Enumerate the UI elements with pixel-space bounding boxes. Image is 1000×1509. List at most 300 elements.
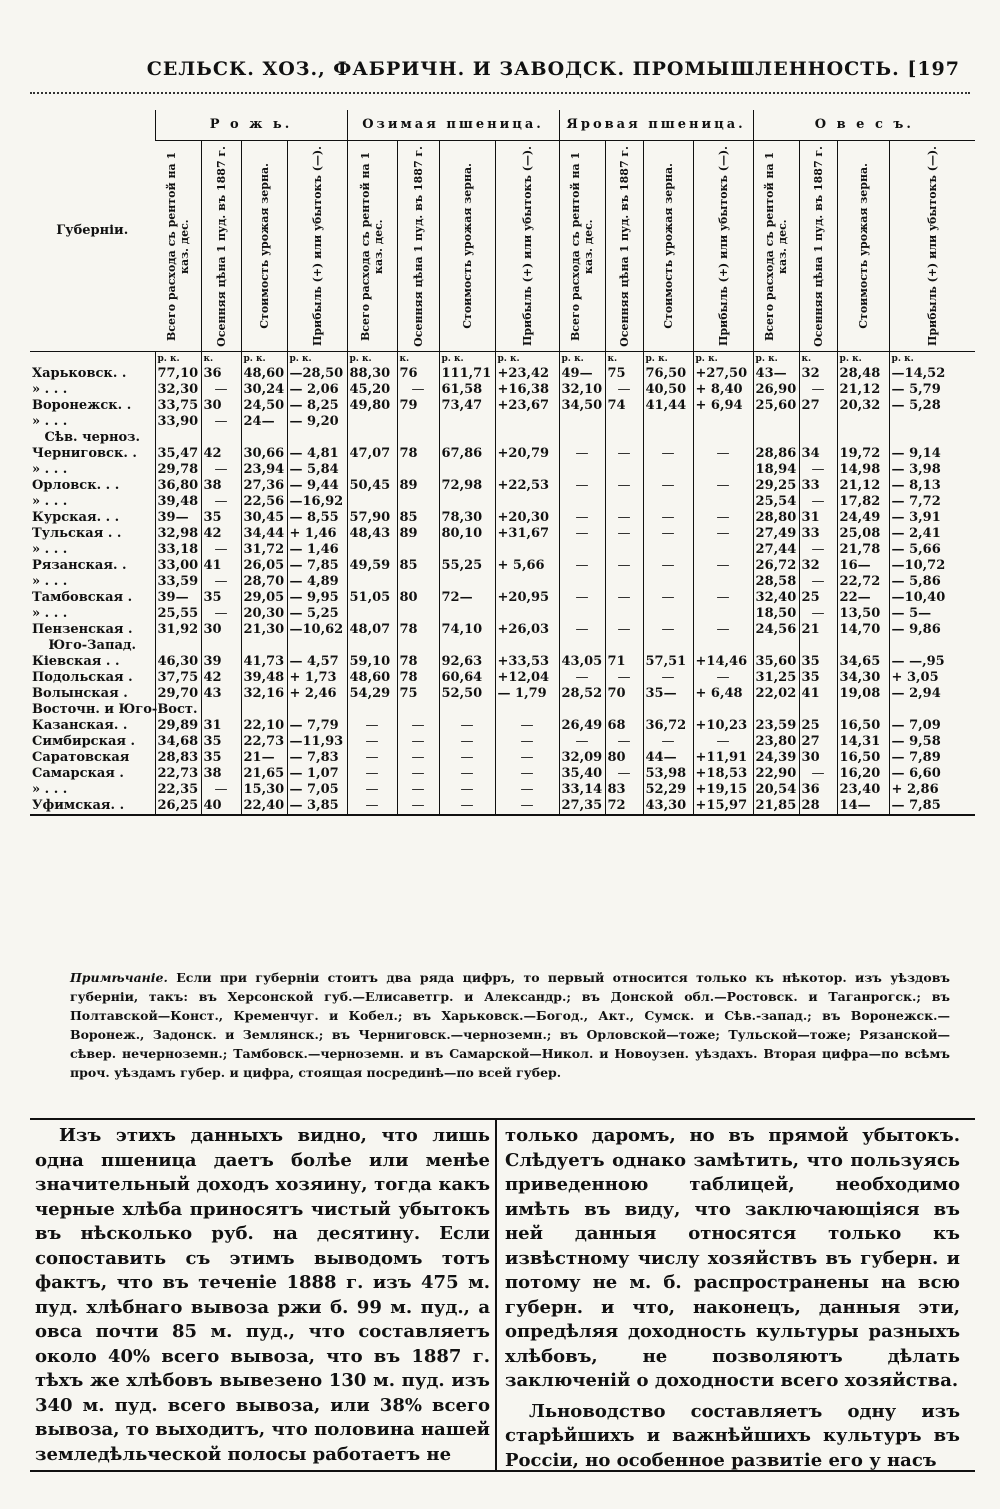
subcol-header <box>643 141 693 352</box>
table-cell: — <box>439 766 495 782</box>
gub-name: Подольская . <box>32 670 133 685</box>
table-cell: 24,50 <box>241 398 287 414</box>
gub-name: Рязанская. . <box>32 558 127 573</box>
table-cell: +11,91 <box>693 750 753 766</box>
table-cell <box>397 574 439 590</box>
empty-cell <box>287 702 347 718</box>
table-cell: — <box>347 718 397 734</box>
table-cell: 34,50 <box>559 398 605 414</box>
table-cell <box>397 494 439 510</box>
table-cell: — <box>397 782 439 798</box>
table-cell: — <box>559 558 605 574</box>
table-cell: — 8,55 <box>287 510 347 526</box>
empty-cell <box>347 702 397 718</box>
table-cell: + 3,05 <box>889 670 975 686</box>
empty-cell <box>155 638 201 654</box>
table-cell: —10,72 <box>889 558 975 574</box>
table-cell: — 5,86 <box>889 574 975 590</box>
empty-cell <box>439 702 495 718</box>
table-cell: +15,97 <box>693 798 753 814</box>
gub-name: Кіевская . . <box>32 654 120 669</box>
table-cell <box>643 414 693 430</box>
table-cell: — <box>799 542 837 558</box>
subcol-header <box>559 141 605 352</box>
table-cell: — <box>201 414 241 430</box>
empty-cell <box>241 638 287 654</box>
table-cell: 67,86 <box>439 446 495 462</box>
table-row <box>30 606 975 622</box>
gub-name: Волынская . <box>32 686 128 701</box>
table-cell: +27,50 <box>693 366 753 382</box>
gub-name: Самарская . <box>32 766 124 781</box>
table-cell: 83 <box>605 782 643 798</box>
table-cell: — <box>605 382 643 398</box>
table-cell: 20,30 <box>241 606 287 622</box>
table-cell: — <box>201 382 241 398</box>
empty-cell <box>643 702 693 718</box>
table-cell: 57,51 <box>643 654 693 670</box>
empty-cell <box>889 702 975 718</box>
table-cell: 18,94 <box>753 462 799 478</box>
table-cell: 75 <box>605 366 643 382</box>
table-cell: 47,07 <box>347 446 397 462</box>
table-cell: 21,12 <box>837 382 889 398</box>
units-cell: р. к. <box>643 352 693 367</box>
table-cell <box>397 606 439 622</box>
table-cell: 23,94 <box>241 462 287 478</box>
body-left-paragraph: Изъ этихъ данныхъ видно, что лишь одна пшеница даетъ болѣе или менѣе значительный доходъ хозяину, тогда какъ черные хлѣба приносятъ чистый убытокъ въ нѣсколько руб. на десятину. Если сопоставить съ этимъ выводомъ тотъ фактъ, что въ теченіе 1888 г. изъ 475 м. пуд. хлѣбнаго вывоза ржи б. 99 м. пуд., а овса почти 85 м. пуд., что составляетъ около 40% всего вывоза, что въ 1887 г. тѣхъ же хлѣбовъ вывезено 130 м. пуд. изъ 340 м. пуд. всего вывоза, или 38% всего вывоза, то выходитъ, что половина нашей земледѣльческой полосы работаетъ не <box>35 1125 490 1465</box>
empty-cell <box>693 430 753 446</box>
subcol-header-text: Всего расхода съ рентой на 1 каз. дес. <box>359 151 385 341</box>
subcol-header <box>287 141 347 352</box>
gub-name: Харьковск. . <box>32 366 127 381</box>
table-cell: — <box>559 590 605 606</box>
table-cell: — <box>643 734 693 750</box>
table-cell: 61,58 <box>439 382 495 398</box>
table-cell: 54,29 <box>347 686 397 702</box>
empty-cell <box>753 702 799 718</box>
table-cell: — <box>495 766 559 782</box>
empty-cell <box>643 430 693 446</box>
table-cell: 88,30 <box>347 366 397 382</box>
table-cell: 42 <box>201 446 241 462</box>
units-cell: р. к. <box>753 352 799 367</box>
body-left-column <box>35 1124 490 1467</box>
region-row <box>30 702 975 718</box>
units-cell: р. к. <box>347 352 397 367</box>
table-cell: 24,39 <box>753 750 799 766</box>
empty-cell <box>287 430 347 446</box>
body-right-column <box>505 1124 960 1473</box>
table-cell: —14,52 <box>889 366 975 382</box>
table-cell: — <box>397 382 439 398</box>
table-cell: 20,54 <box>753 782 799 798</box>
table-cell: 92,63 <box>439 654 495 670</box>
table-cell: — <box>397 734 439 750</box>
table-cell: 49— <box>559 366 605 382</box>
table-cell: 71 <box>605 654 643 670</box>
table-cell: 48,07 <box>347 622 397 638</box>
empty-cell <box>889 638 975 654</box>
table-cell: 32,09 <box>559 750 605 766</box>
table-cell: 14— <box>837 798 889 814</box>
units-cell <box>30 352 155 367</box>
table-cell: — <box>201 574 241 590</box>
body-right-paragraph-1: только даромъ, но въ прямой убытокъ. Слѣдуетъ однако замѣтить, что пользуясь приведенною таблицей, необходимо имѣть въ виду, что заключающіяся въ ней данныя относятся только къ извѣстному числу хозяйствъ въ губерн. и потому не м. б. распространены на всю губерн. и что, наконецъ, данныя эти, опредѣляя доходность культуры разныхъ хлѣбовъ, не позволяютъ дѣлать заключеній о доходности всего хозяйства. <box>505 1125 960 1391</box>
table-cell: 29,05 <box>241 590 287 606</box>
table-cell <box>347 462 397 478</box>
table-cell: — <box>693 734 753 750</box>
table-cell: — <box>799 462 837 478</box>
table-cell: 35— <box>643 686 693 702</box>
note-text: Если при губерніи стоитъ два ряда цифръ, то первый относится только къ нѣкотор. изъ уѣздовъ губерніи, такъ: въ Херсонской губ.—Елисаветгр. и Александр.; въ Донской обл.—Ростовск. и Таганрогск.; въ Полтавской—Конст., Кременчуг. и Кобел.; въ Харьковск.—Богод., Акт., Сумск. и Сѣв.-запад.; въ Воронежск.—Воронеж., Задонск. и Землянск.; въ Черниговск.—черноземн.; въ Орловской—тоже; Тульской—тоже; Рязанской—сѣвер. нечерноземн.; Тамбовск.—черноземн. и въ Самарской—Никол. и Новоузен. уѣздахъ. Вторая цифра—по всѣмъ проч. уѣздамъ губер. и цифра, стоящая посрединѣ—по всей губер. <box>70 970 950 1080</box>
subcol-header-text: Прибыль (+) или убытокъ (—). <box>925 145 939 347</box>
gub-name: Тульская . . <box>32 526 122 541</box>
table-cell: —10,62 <box>287 622 347 638</box>
table-cell: 22,35 <box>155 782 201 798</box>
subcol-header <box>439 141 495 352</box>
table-cell: — 9,95 <box>287 590 347 606</box>
table-cell: — <box>643 670 693 686</box>
table-cell: — 7,72 <box>889 494 975 510</box>
table-row <box>30 590 975 606</box>
units-cell: р. к. <box>439 352 495 367</box>
table-cell: —10,40 <box>889 590 975 606</box>
table-cell: — 1,79 <box>495 686 559 702</box>
table-cell: 31 <box>799 510 837 526</box>
table-cell: — <box>605 446 643 462</box>
table-cell: — <box>605 558 643 574</box>
table-cell: 29,89 <box>155 718 201 734</box>
table-cell: + 2,86 <box>889 782 975 798</box>
empty-cell <box>397 702 439 718</box>
table-cell: 78 <box>397 654 439 670</box>
subcol-header <box>693 141 753 352</box>
gub-name: Воронежск. . <box>32 398 132 413</box>
page-number: [197 <box>907 58 960 80</box>
table-cell <box>837 414 889 430</box>
table-row <box>30 494 975 510</box>
table-cell <box>693 542 753 558</box>
table-cell: 29,78 <box>155 462 201 478</box>
empty-cell <box>397 430 439 446</box>
table-cell: 39— <box>155 590 201 606</box>
table-cell: 46,30 <box>155 654 201 670</box>
table-cell: 40 <box>201 798 241 814</box>
table-cell: — 7,85 <box>287 558 347 574</box>
table-cell: — 5,25 <box>287 606 347 622</box>
table-cell: 33,00 <box>155 558 201 574</box>
table-cell: — <box>643 590 693 606</box>
table-cell: 26,05 <box>241 558 287 574</box>
table-cell: 26,25 <box>155 798 201 814</box>
table-cell: 34 <box>799 446 837 462</box>
table-cell: 43 <box>201 686 241 702</box>
table-cell: 35 <box>201 734 241 750</box>
subcol-header-text: Всего расхода съ рентой на 1 каз. дес. <box>164 151 191 341</box>
table-cell: 28,52 <box>559 686 605 702</box>
empty-cell <box>201 638 241 654</box>
table-cell: 78 <box>397 622 439 638</box>
table-cell: 35,47 <box>155 446 201 462</box>
table-cell: 22,73 <box>241 734 287 750</box>
table-cell <box>439 414 495 430</box>
empty-cell <box>347 430 397 446</box>
empty-cell <box>287 638 347 654</box>
table-cell: 76 <box>397 366 439 382</box>
table-cell: 23,80 <box>753 734 799 750</box>
units-cell: р. к. <box>559 352 605 367</box>
table-cell: 68 <box>605 718 643 734</box>
table-cell: 13,50 <box>837 606 889 622</box>
empty-cell <box>753 638 799 654</box>
table-cell: 48,43 <box>347 526 397 542</box>
table-cell: 22,73 <box>155 766 201 782</box>
table-cell: — <box>693 446 753 462</box>
table-cell: 35,40 <box>559 766 605 782</box>
table-cell: — <box>799 494 837 510</box>
table-cell: 28,58 <box>753 574 799 590</box>
table-cell: 29,70 <box>155 686 201 702</box>
gub-name: Симбирская . <box>32 734 136 749</box>
table-cell: — 9,44 <box>287 478 347 494</box>
table-cell: 21,30 <box>241 622 287 638</box>
table-cell <box>559 414 605 430</box>
table-row <box>30 766 975 782</box>
table-cell <box>605 414 643 430</box>
table-cell: — <box>201 606 241 622</box>
table-row <box>30 782 975 798</box>
table-cell: 60,64 <box>439 670 495 686</box>
table-cell <box>643 574 693 590</box>
empty-cell <box>889 430 975 446</box>
table-cell: — <box>693 510 753 526</box>
table-cell: 78,30 <box>439 510 495 526</box>
table-cell: — <box>495 750 559 766</box>
table-cell <box>347 574 397 590</box>
table-cell: 23,59 <box>753 718 799 734</box>
empty-cell <box>201 430 241 446</box>
subcol-header <box>495 141 559 352</box>
subcol-header-text: Прибыль (+) или убытокъ (—). <box>520 145 534 347</box>
table-cell: 27 <box>799 734 837 750</box>
table-cell: 30,66 <box>241 446 287 462</box>
table-cell: 43,30 <box>643 798 693 814</box>
table-cell: 45,20 <box>347 382 397 398</box>
table-cell <box>495 462 559 478</box>
table-cell: 48,60 <box>347 670 397 686</box>
gub-name: Курская. . . <box>32 510 120 525</box>
table-cell: — <box>201 542 241 558</box>
table-cell <box>693 574 753 590</box>
table-cell: 33,75 <box>155 398 201 414</box>
table-cell: 52,29 <box>643 782 693 798</box>
subcol-header <box>155 141 201 352</box>
table-row <box>30 558 975 574</box>
table-cell: 24,56 <box>753 622 799 638</box>
table-cell: 33 <box>799 478 837 494</box>
table-cell: 31 <box>201 718 241 734</box>
subcol-header <box>347 141 397 352</box>
table-cell <box>397 462 439 478</box>
table-cell <box>605 494 643 510</box>
table-cell: 25,55 <box>155 606 201 622</box>
table-cell: 32,16 <box>241 686 287 702</box>
empty-cell <box>439 638 495 654</box>
table-cell: — <box>559 734 605 750</box>
table-cell: +23,67 <box>495 398 559 414</box>
table-cell: 42 <box>201 526 241 542</box>
crop-profit-table <box>30 110 975 814</box>
table-cell <box>693 462 753 478</box>
table-cell: 21,85 <box>753 798 799 814</box>
table-cell: +20,79 <box>495 446 559 462</box>
table-cell: 36,80 <box>155 478 201 494</box>
table-cell: — <box>201 782 241 798</box>
table-cell: — <box>643 446 693 462</box>
table-cell: — <box>397 750 439 766</box>
page-header <box>30 58 960 80</box>
table-cell <box>643 462 693 478</box>
subcol-header <box>753 141 799 352</box>
table-row <box>30 446 975 462</box>
table-cell <box>347 494 397 510</box>
table-row <box>30 686 975 702</box>
table-cell: — <box>693 478 753 494</box>
table-cell: — <box>439 750 495 766</box>
table-cell: 39— <box>155 510 201 526</box>
table-cell <box>495 494 559 510</box>
table-cell: 33,14 <box>559 782 605 798</box>
empty-cell <box>495 430 559 446</box>
gub-name: Уфимская. . <box>32 798 125 813</box>
table-cell: 28,80 <box>753 510 799 526</box>
table-cell: 51,05 <box>347 590 397 606</box>
empty-cell <box>439 430 495 446</box>
table-cell: 22,72 <box>837 574 889 590</box>
note-label: Примѣчаніе. <box>70 970 168 985</box>
table-cell: — <box>559 510 605 526</box>
table-cell: 80,10 <box>439 526 495 542</box>
units-cell: р. к. <box>495 352 559 367</box>
table-cell: — 5— <box>889 606 975 622</box>
table-cell: 20,32 <box>837 398 889 414</box>
table-cell: +16,38 <box>495 382 559 398</box>
table-cell <box>495 542 559 558</box>
table-cell: + 8,40 <box>693 382 753 398</box>
table-row <box>30 478 975 494</box>
gub-name: Тамбовская . <box>32 590 133 605</box>
table-cell: — —,95 <box>889 654 975 670</box>
table-cell: — <box>559 478 605 494</box>
table-cell: 40,50 <box>643 382 693 398</box>
table-cell: 21,78 <box>837 542 889 558</box>
table-cell: — <box>605 734 643 750</box>
empty-cell <box>155 430 201 446</box>
region-name: Сѣв. черноз. <box>44 430 140 445</box>
subcol-header <box>799 141 837 352</box>
subcol-header-text: Прибыль (+) или убытокъ (—). <box>310 145 324 347</box>
table-cell: 31,25 <box>753 670 799 686</box>
gub-name: » . . . <box>32 462 68 477</box>
table-cell: — <box>605 526 643 542</box>
table-cell: — 4,81 <box>287 446 347 462</box>
table-cell: — <box>643 478 693 494</box>
empty-cell <box>605 702 643 718</box>
table-cell: — 7,89 <box>889 750 975 766</box>
table-cell: — 9,14 <box>889 446 975 462</box>
table-cell: 14,98 <box>837 462 889 478</box>
gub-name: » . . . <box>32 574 68 589</box>
table-cell: 28 <box>799 798 837 814</box>
table-cell: — <box>693 622 753 638</box>
table-cell <box>605 462 643 478</box>
table-row <box>30 798 975 814</box>
table-cell: 50,45 <box>347 478 397 494</box>
table-cell: — 7,05 <box>287 782 347 798</box>
table-cell: 14,31 <box>837 734 889 750</box>
table-cell: +31,67 <box>495 526 559 542</box>
table-cell: +20,95 <box>495 590 559 606</box>
table-cell: 78 <box>397 446 439 462</box>
table-cell: 73,47 <box>439 398 495 414</box>
table-row <box>30 574 975 590</box>
empty-cell <box>837 430 889 446</box>
table-cell: — 9,58 <box>889 734 975 750</box>
table-cell: — <box>643 526 693 542</box>
subcol-header <box>889 141 975 352</box>
table-cell <box>347 542 397 558</box>
group-spring-wheat: Яровая пшеница. <box>559 110 753 141</box>
table-cell: 35 <box>799 654 837 670</box>
table-cell: 78 <box>397 670 439 686</box>
table-cell: 21,12 <box>837 478 889 494</box>
table-cell: — <box>605 670 643 686</box>
table-cell: 77,10 <box>155 366 201 382</box>
units-cell: р. к. <box>155 352 201 367</box>
table-cell: 19,08 <box>837 686 889 702</box>
table-cell: — <box>439 734 495 750</box>
table-cell: +33,53 <box>495 654 559 670</box>
table-cell: 80 <box>605 750 643 766</box>
units-cell: к. <box>605 352 643 367</box>
gub-name: Саратовская <box>32 750 130 765</box>
gub-name: » . . . <box>32 606 68 621</box>
table-cell: — <box>201 494 241 510</box>
table-cell: —28,50 <box>287 366 347 382</box>
table-cell: +10,23 <box>693 718 753 734</box>
table-cell: — <box>559 670 605 686</box>
empty-cell <box>559 430 605 446</box>
table-cell: + 2,46 <box>287 686 347 702</box>
table-cell: 41 <box>799 686 837 702</box>
table-cell: — 2,06 <box>287 382 347 398</box>
table-row <box>30 398 975 414</box>
table-cell: 85 <box>397 558 439 574</box>
table-cell <box>693 414 753 430</box>
table-cell: — 8,13 <box>889 478 975 494</box>
table-cell <box>397 414 439 430</box>
table-cell: — <box>693 670 753 686</box>
table-cell: — <box>559 622 605 638</box>
table-cell: 33,90 <box>155 414 201 430</box>
table-cell: — 1,46 <box>287 542 347 558</box>
region-name: Юго-Запад. <box>48 638 137 653</box>
empty-cell <box>559 702 605 718</box>
table-cell: 49,80 <box>347 398 397 414</box>
subcol-header <box>397 141 439 352</box>
table-cell: 33,18 <box>155 542 201 558</box>
